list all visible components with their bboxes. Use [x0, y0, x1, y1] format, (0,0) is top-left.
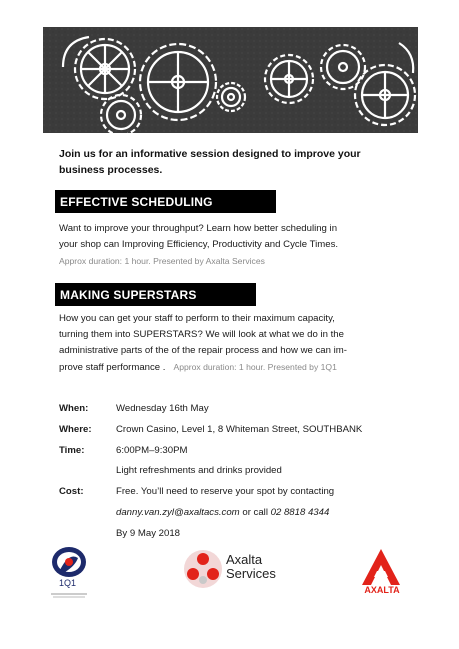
- where-label: Where:: [59, 424, 92, 435]
- deadline-text: By 9 May 2018: [116, 528, 180, 539]
- section-body-scheduling: [59, 221, 404, 269]
- 1q1-logo-text: 1Q1: [59, 578, 77, 588]
- gears-illustration-icon: [43, 27, 418, 133]
- time-label: Time:: [59, 445, 85, 456]
- body-line: [59, 359, 404, 376]
- axalta-services-line1: Axalta: [226, 552, 263, 567]
- cost-label: Cost:: [59, 486, 84, 497]
- axalta-services-logo-icon: [182, 548, 282, 590]
- section-heading-scheduling: EFFECTIVE SCHEDULING: [55, 190, 276, 213]
- when-value: Wednesday 16th May: [116, 403, 209, 414]
- contact-email-link[interactable]: danny.van.zyl@axaltacs.com: [116, 507, 240, 518]
- section-heading-superstars: MAKING SUPERSTARS: [55, 283, 256, 306]
- duration-note: Approx duration: 1 hour. Presented by Axalta Services: [59, 256, 265, 266]
- or-call-text: or call: [239, 507, 271, 518]
- duration-note: Approx duration: 1 hour. Presented by 1Q1: [173, 362, 337, 372]
- time-value: 6:00PM–9:30PM: [116, 445, 188, 456]
- cost-value: Free. You’ll need to reserve your spot by contacting: [116, 486, 335, 497]
- body-line: How you can get your staff to perform to their maximum capacity,: [59, 313, 335, 324]
- section-body-superstars: [59, 311, 404, 376]
- contact-line: [116, 507, 329, 518]
- axalta-logo-icon: [352, 547, 410, 597]
- body-line: administrative parts of the of the repair process and how we can im-: [59, 345, 347, 356]
- refreshments-text: Light refreshments and drinks provided: [116, 465, 282, 476]
- intro-text: Join us for an informative session designed to improve your business processes.: [59, 148, 361, 176]
- axalta-services-line2: Services: [226, 566, 276, 581]
- where-value: Crown Casino, Level 1, 8 Whiteman Street, SOUTHBANK: [116, 424, 363, 435]
- body-line: your shop can Improving Efficiency, Productivity and Cycle Times.: [59, 239, 339, 250]
- 1q1-logo-icon: [45, 544, 93, 600]
- axalta-logo-text: AXALTA: [364, 585, 400, 595]
- contact-phone[interactable]: 02 8818 4344: [270, 507, 330, 518]
- body-line: Want to improve your throughput? Learn how better scheduling in: [59, 223, 338, 234]
- when-label: When:: [59, 403, 89, 414]
- body-line: turning them into SUPERSTARS? We will look at what we do in the: [59, 329, 344, 340]
- gears-banner: [43, 27, 418, 133]
- body-line-text: prove staff performance .: [59, 362, 166, 373]
